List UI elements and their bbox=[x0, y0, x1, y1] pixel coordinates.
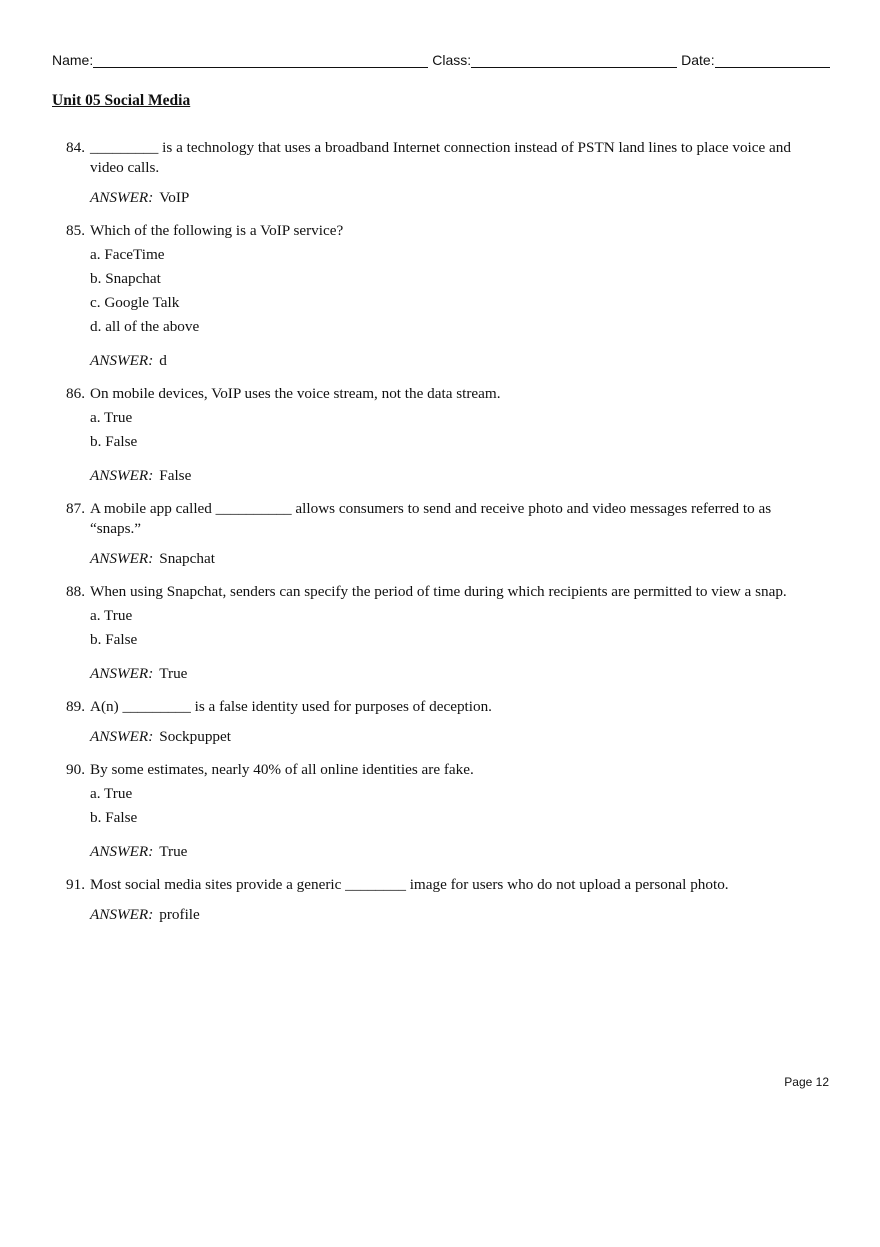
date-label: Date: bbox=[681, 52, 715, 68]
question-item bbox=[66, 221, 818, 384]
answer-option: a. True bbox=[90, 607, 133, 624]
page-number: Page 12 bbox=[784, 1075, 829, 1089]
answer-option: b. False bbox=[90, 433, 138, 450]
answer-value: True bbox=[159, 843, 188, 860]
name-line bbox=[93, 52, 428, 68]
question-number: 84. bbox=[66, 139, 85, 156]
answer-option: c. Google Talk bbox=[90, 294, 180, 311]
answer-value: VoIP bbox=[159, 189, 190, 206]
class-label: Class: bbox=[432, 52, 472, 68]
answer-option: d. all of the above bbox=[90, 318, 200, 335]
answer-option: b. Snapchat bbox=[90, 270, 161, 287]
question-number: 86. bbox=[66, 385, 85, 402]
question-text: Most social media sites provide a generic ________ image for users who do not upload a personal photo. bbox=[90, 876, 729, 893]
question-body bbox=[90, 697, 818, 760]
question-number: 85. bbox=[66, 222, 85, 239]
answer-label: ANSWER: bbox=[90, 189, 154, 206]
answer-line bbox=[90, 727, 818, 747]
question-text: _________ is a technology that uses a broadband Internet connection instead of PSTN land lines to place voice and video calls. bbox=[90, 139, 791, 176]
question-item bbox=[66, 499, 818, 582]
answer-line bbox=[90, 549, 818, 569]
question-item bbox=[66, 384, 818, 499]
question-body bbox=[90, 875, 818, 938]
question-text: A(n) _________ is a false identity used for purposes of deception. bbox=[90, 698, 492, 715]
answer-label: ANSWER: bbox=[90, 906, 154, 923]
answer-line bbox=[90, 188, 818, 208]
question-number: 89. bbox=[66, 698, 85, 715]
answer-line bbox=[90, 842, 818, 862]
question-body bbox=[90, 760, 818, 875]
unit-title: Unit 05 Social Media bbox=[52, 92, 191, 109]
answer-line bbox=[90, 351, 818, 371]
answer-value: False bbox=[159, 467, 192, 484]
answer-label: ANSWER: bbox=[90, 352, 154, 369]
answer-value: profile bbox=[159, 906, 200, 923]
question-text: By some estimates, nearly 40% of all online identities are fake. bbox=[90, 761, 474, 778]
question-body bbox=[90, 499, 818, 582]
question-number: 88. bbox=[66, 583, 85, 600]
question-item bbox=[66, 760, 818, 875]
question-body bbox=[90, 221, 818, 384]
question-body bbox=[90, 582, 818, 697]
class-line bbox=[471, 52, 677, 68]
question-text: Which of the following is a VoIP service? bbox=[90, 222, 344, 239]
answer-label: ANSWER: bbox=[90, 467, 154, 484]
question-number: 87. bbox=[66, 500, 85, 517]
answer-option: b. False bbox=[90, 809, 138, 826]
question-number: 90. bbox=[66, 761, 85, 778]
answer-line bbox=[90, 466, 818, 486]
answer-line bbox=[90, 664, 818, 684]
answer-value: True bbox=[159, 665, 188, 682]
answer-option: a. FaceTime bbox=[90, 246, 165, 263]
answer-option: a. True bbox=[90, 409, 133, 426]
question-text: A mobile app called __________ allows consumers to send and receive photo and video messages referred to as “snaps.” bbox=[90, 500, 772, 537]
name-label: Name: bbox=[52, 52, 94, 68]
answer-label: ANSWER: bbox=[90, 550, 154, 567]
answer-option: a. True bbox=[90, 785, 133, 802]
answer-value: Snapchat bbox=[159, 550, 215, 567]
answer-label: ANSWER: bbox=[90, 728, 154, 745]
header-fields bbox=[52, 52, 830, 68]
answer-line bbox=[90, 905, 818, 925]
answer-value: Sockpuppet bbox=[159, 728, 231, 745]
question-item bbox=[66, 582, 818, 697]
question-text: On mobile devices, VoIP uses the voice stream, not the data stream. bbox=[90, 385, 501, 402]
question-item bbox=[66, 138, 818, 221]
question-body bbox=[90, 138, 818, 221]
question-text: When using Snapchat, senders can specify the period of time during which recipients are permitted to view a snap. bbox=[90, 583, 787, 600]
question-body bbox=[90, 384, 818, 499]
answer-label: ANSWER: bbox=[90, 665, 154, 682]
question-item bbox=[66, 875, 818, 938]
question-item bbox=[66, 697, 818, 760]
answer-option: b. False bbox=[90, 631, 138, 648]
date-line bbox=[715, 52, 830, 68]
answer-value: d bbox=[159, 352, 167, 369]
question-list bbox=[66, 138, 818, 938]
question-number: 91. bbox=[66, 876, 85, 893]
answer-label: ANSWER: bbox=[90, 843, 154, 860]
